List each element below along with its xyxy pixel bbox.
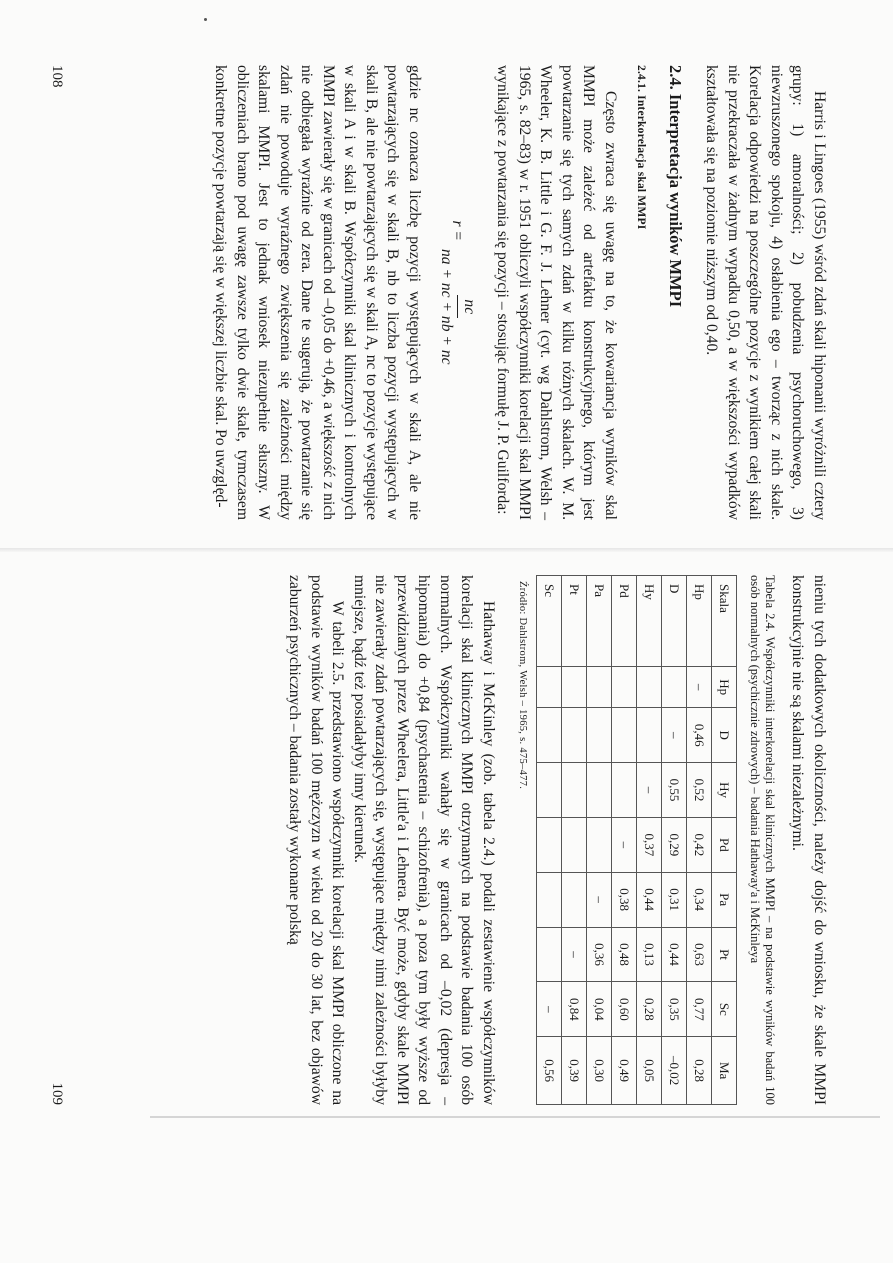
section-heading: 2.4. Interpretacja wyników MMPI [666,65,685,308]
col-header: D [712,708,737,763]
formula-numerator: nc [457,295,478,318]
table-row [687,576,712,1105]
page-fold [0,548,893,552]
table-cell: – [587,872,612,927]
table-cell [562,708,587,763]
col-header: Hy [712,763,737,818]
table-cell: 0,04 [587,982,612,1037]
table-cell [537,817,562,872]
page-number: 109 [49,1082,65,1105]
table-header-row [712,576,737,1105]
row-label: Pd [612,576,637,667]
intro-paragraph: Harris i Lingoes (1955) wśród zdań skali hiponanii wyróżnili cztery grupy: 1) amoralności; 2) pobudzenia psychoruchowego, 3) niewzruszonego spokoju, 4) osłabienia ego – tworząc z nich skale. Korelacja odpowiedzi na poszczególne pozycje z wynikiem całej skali nie przekraczała w żadnym wypadku 0,50, a w większości wypadków kształtowała się na poziomie niższym od 0,40. [703,65,828,520]
row-label: Hp [687,576,712,667]
table-cell: 0,30 [587,1037,612,1105]
subsection-heading: 2.4.1. Interkorelacja skal MMPI [635,65,647,230]
table-cell [587,708,612,763]
table-cell [562,817,587,872]
formula-denominator: na + nc + nb + nc [438,248,455,365]
table-cell: 0,36 [587,927,612,982]
col-header: Ma [712,1037,737,1105]
table-cell: 0,63 [687,927,712,982]
formula-lhs: r = [449,220,467,241]
table-cell: 0,05 [637,1037,662,1105]
table-cell [637,708,662,763]
table-cell: 0,49 [612,1037,637,1105]
table-cell: –0,02 [662,1037,687,1105]
table-row [537,576,562,1105]
table-cell: – [687,667,712,708]
guilford-formula [437,65,478,520]
table-cell: 0,46 [687,708,712,763]
table-cell [587,667,612,708]
table-cell: 0,48 [612,927,637,982]
table-cell: 0,42 [687,817,712,872]
table-cell [537,667,562,708]
row-label: Pt [562,576,587,667]
row-label: Sc [537,576,562,667]
page-109 [40,575,830,1105]
table-cell [612,667,637,708]
table-cell: 0,77 [687,982,712,1037]
table-cell: 0,52 [687,763,712,818]
table-row [637,576,662,1105]
table-cell: 0,60 [612,982,637,1037]
table-cell: – [662,708,687,763]
table-cell [562,763,587,818]
table-cell: 0,38 [612,872,637,927]
table-cell [537,763,562,818]
col-header: Hp [712,667,737,708]
table-cell: 0,28 [687,1037,712,1105]
table-cell: 0,39 [562,1037,587,1105]
table-cell [662,667,687,708]
table-cell: 0,55 [662,763,687,818]
body-paragraph-3: Hathaway i McKinley (zob. tabela 2.4.) podali zestawienie współczynników korelacji skal klinicznych MMPI otrzymanych na podstawie badania 100 osób normalnych. Współczynniki wahały się w granicach od –0,02 (depresja – hipomania) do +0,84 (psychastenia – schizofrenia), a poza tym były wyższe od przewidzianych przez Wheelera, Little'a i Lehnera. Być może, gdyby skale MMPI nie zawierały zdań powtarzających się, występujące między nimi zależności byłyby mniejsze, bądź też posiadałyby inny kierunek. [351,575,497,1105]
table-cell [587,817,612,872]
table-row [612,576,637,1105]
row-label: Pa [587,576,612,667]
col-header: Skala [712,576,737,667]
page-108 [40,65,830,520]
col-header: Pt [712,927,737,982]
col-header: Pa [712,872,737,927]
table-cell [587,763,612,818]
table-cell [612,763,637,818]
table-cell: – [637,763,662,818]
table-cell [562,872,587,927]
col-header: Sc [712,982,737,1037]
table-cell [537,927,562,982]
table-cell: 0,29 [662,817,687,872]
table-cell: 0,56 [537,1037,562,1105]
table-cell: 0,34 [687,872,712,927]
correlation-table [536,575,737,1105]
speck [204,18,207,21]
table-cell: – [537,982,562,1037]
table-row [562,576,587,1105]
table-cell: 0,31 [662,872,687,927]
table-row [662,576,687,1105]
table-cell: – [562,927,587,982]
formula-fraction [437,249,478,365]
table-cell [537,872,562,927]
table-cell: 0,44 [637,872,662,927]
page-number: 108 [49,65,65,88]
col-header: Pd [712,817,737,872]
table-cell: – [612,817,637,872]
continuation-paragraph: nieniu tych dodatkowych okoliczności, należy dojść do wniosku, że skale MMPI konstrukcyjnie nie są skalami niezależnymi. [789,575,828,1105]
table-source: Źródło: Dahlstrom, Welsh – 1965, s. 475–477. [517,581,528,790]
table-cell: 0,28 [637,982,662,1037]
table-cell: 0,84 [562,982,587,1037]
body-paragraph-2: gdzie nc oznacza liczbę pozycji występujących w skali A, ale nie powtarzających się w skali B, nb to liczba pozycji występujących w skali B, ale nie powtarzających się w skali A, nc to pozycje występujące w skali A i w skali B. Współczynniki skal klinicznych i kontrolnych MMPI zawierały się w granicach od –0,05 do +0,46, a większość z nich nie odbiegała wyraźnie od zera. Dane te sugerują, że powtarzanie się zdań nie powoduje wyraźnego zwiększenia się zależności między skalami MMPI. Jest to jednak wniosek niezupełnie słuszny. W obliczeniach brano pod uwagę zawsze tylko dwie skale, tymczasem konkretne pozycje powtarzają się w większej liczbie skal. Po uwzględ- [212,65,423,520]
body-paragraph-1: Często zwraca się uwagę na to, że kowariancja wyników skal MMPI może zależeć od artefaktu konstrukcyjnego, którym jest powtarzanie się tych samych zdań w kilku różnych skalach. W. M. Wheeler, K. B. Little i G. F. J. Lehner (cyt. wg Dahlstrom, Welsh – 1965, s. 82–83) w r. 1951 obliczyli współczynniki korelacji skal MMPI wynikające z powtarzania się pozycji – stosując formułę J. P. Guilforda: [494,65,619,520]
table-cell [612,708,637,763]
body-paragraph-4: W tabeli 2.5. przedstawiono współczynniki korelacji skal MMPI obliczone na podstawie wyników badań 100 mężczyzn w wieku od 20 do 30 lat, bez objawów zaburzeń psychicznych – badania zostały wykonane polską [286,575,347,1105]
table-cell [637,667,662,708]
table-cell: 0,44 [662,927,687,982]
row-label: Hy [637,576,662,667]
table-cell [562,667,587,708]
table-cell: 0,35 [662,982,687,1037]
table-caption: Tabela 2.4. Współczynniki interkorelacji skal klinicznych MMPI – na podstawie wyników badań 100 osób normalnych (psychicznie zdrowych) – badania Hathaway'a i McKinleya [748,575,777,1105]
table-cell: 0,13 [637,927,662,982]
table-cell [537,708,562,763]
scan-edge-line [150,1116,880,1118]
table-cell: 0,37 [637,817,662,872]
table-row [587,576,612,1105]
row-label: D [662,576,687,667]
